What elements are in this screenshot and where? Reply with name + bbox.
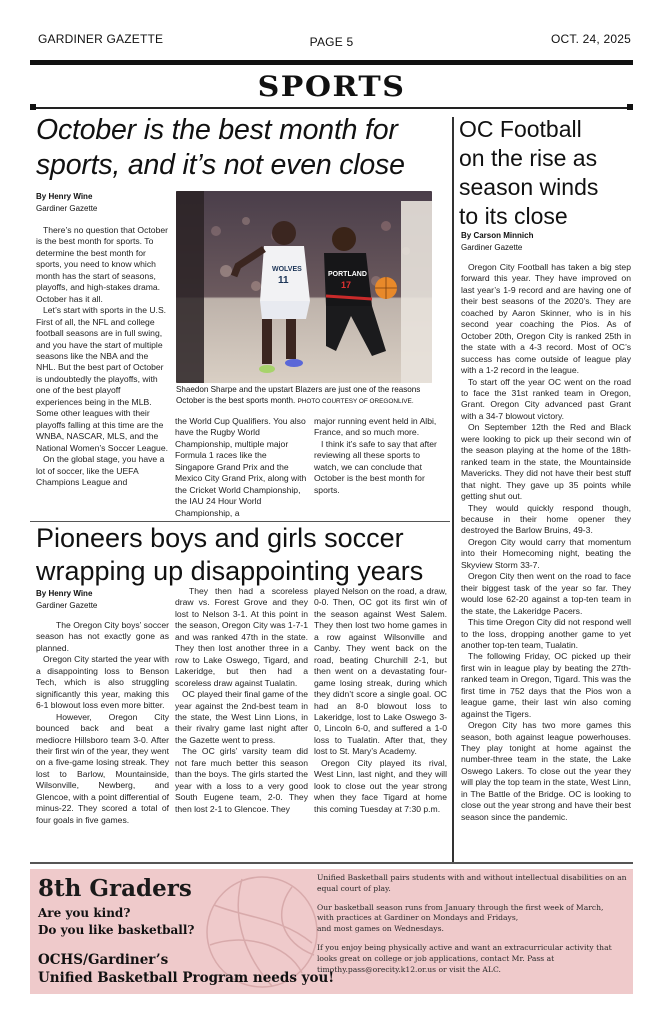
promo-program: OCHS/Gardiner’s [38, 952, 169, 968]
svg-text:PORTLAND: PORTLAND [328, 271, 367, 278]
promo-question: Are you kind? [38, 906, 131, 920]
headline-line: on the rise as [459, 145, 598, 171]
headline-line: Pioneers boys and girls soccer [36, 523, 404, 553]
paragraph: Oregon City Football has taken a big step forward this year. They have improved on last year’s 1-9 record and are having one of their best seasons of the 2020’s. They are coached by Aaron Skinner, who is in his second year coaching the Pios. As of October 20th, Oregon City is ranked 25th in the state with a 4-3 record. Most of OC’s success has come outside of league play with a 1-2 record in the league. [461, 262, 631, 376]
paragraph: This time Oregon City did not respond well to the loss, dropping another game to yet another top-ten team, Tualatin. [461, 617, 631, 650]
outlet: Gardiner Gazette [36, 601, 98, 610]
masthead-divider [30, 60, 633, 65]
paragraph: To start off the year OC went on the road to face the 31st ranked team in Oregon, Grant. Oregon City advanced past Grant with a 34-7 blowout victory. [461, 376, 631, 421]
photo-caption [176, 384, 446, 407]
article-photo [176, 191, 432, 383]
divider-cap-left [30, 104, 36, 110]
section-divider [32, 107, 629, 109]
unified-basketball-ad [30, 869, 633, 994]
promo-question: Do you like basketball? [38, 923, 195, 937]
headline-line: October is the best month for [36, 114, 398, 146]
divider-cap-right [627, 104, 633, 110]
paragraph: played Nelson on the road, a draw, 0-0. Then, OC got its first win of the season against West Salem. They then lost two home games in a row against Wilsonville and Canby. They went back on the road, beating Churchill 2-1, but then went on a devastating four-game losing streak, during which they didn’t score a single goal. OC had an 8-0 blowout loss to Lakeridge, lost to Lake Oswego 3-0, Lincoln 6-0, and suffered a 1-0 loss to Tualatin. After that, they lost to St. Mary’s Academy. [314, 586, 447, 757]
soccer-article-headline [36, 522, 448, 588]
football-body [461, 262, 631, 823]
paper-name: GARDINER GAZETTE [38, 32, 164, 46]
issue-date: OCT. 24, 2025 [551, 32, 631, 46]
october-col-2 [175, 416, 308, 519]
headline-line: OC Football [459, 116, 582, 142]
paragraph: Oregon City started the year with a disappointing loss to Benson Tech, which is also struggling significantly this year, making this 6-1 blowout loss even more bitter. [36, 654, 169, 711]
paragraph: the World Cup Qualifiers. You also have the Rugby World Championship, multiple major Formula 1 races like the Singapore Grand Prix and the Mexico City Grand Prix, along with the Cricket World Championship, the IAU 24 Hour World Championship, a [175, 416, 307, 518]
paragraph: I think it’s safe to say that after reviewing all these sports to watch, we can conclude that October is the best month for sports. [314, 438, 437, 495]
photo-credit: PHOTO COURTESY OF OREGONLIVE. [297, 398, 414, 405]
headline-line: sports, and it’s not even close [36, 149, 405, 181]
author: By Henry Wine [36, 589, 93, 598]
paragraph: They then had a scoreless draw vs. Forest Grove and they lost to Nelson 3-1. At this point in the season, Oregon City was 1-7-1 and was ranked 47th in the state. They then lost another three in a row to Lake Oswego, Tigard, and Lakeridge, but then had a scoreless draw against Tualatin. [175, 586, 308, 688]
soccer-col-1 [36, 620, 169, 826]
promo-info-text: and most games on Wednesdays. [317, 924, 444, 934]
promo-info-text: Our basketball season runs from January through the first week of March, [317, 902, 604, 912]
paragraph: Oregon City then went on the road to face their biggest task of the year so far. They would lose 62-20 against a top-ten team in the state, the Lakeridge Pacers. [461, 571, 631, 616]
promo-info-text: with practices at Gardiner on Mondays and Fridays, [317, 913, 519, 923]
paragraph: There’s no question that October is the best month for sports. To determine the best month for sports, you need to know which month has the start of seasons, playoffs, and high-stakes drama. October has it all. [36, 225, 169, 304]
svg-text:WOLVES: WOLVES [272, 266, 302, 273]
svg-text:11: 11 [278, 275, 289, 286]
october-byline [36, 191, 97, 215]
paragraph: The Oregon City boys’ soccer season has not exactly gone as planned. [36, 620, 169, 653]
october-article-headline [36, 113, 446, 183]
headline-line: season winds [459, 174, 599, 200]
paragraph: They would quickly respond though, because in their home opener they destroyed the Barlow Bruins, 49-3. [461, 502, 631, 536]
paragraph: Oregon City has two more games this season, both against league powerhouses. They play tonight at home against the number-three team in the state, the Lake Oswego Lakers. To close out the year they will play the top team in the state, West Linn, in The Battle of the Bridge. OC is looking to close out the year strong and have their best season since the pandemic. [461, 720, 631, 822]
outlet: Gardiner Gazette [36, 204, 98, 213]
column-divider [452, 117, 454, 862]
october-col-3 [314, 416, 447, 496]
headline-line: to its close [459, 203, 568, 229]
promo-info [317, 873, 629, 975]
soccer-byline [36, 588, 97, 612]
paragraph: The OC girls’ varsity team did not fare much better this season than the boys. The girls started the year with a loss to a very good South Eugene team, 2-0. They then lost 2-1 to Glencoe. They [175, 746, 308, 814]
author: By Henry Wine [36, 192, 93, 201]
paragraph: OC played their final game of the year against the 2nd-best team in the state, the West Linn Lions, in their rivalry game last night after the Gazette went to press. [175, 689, 308, 745]
section-title: SPORTS [257, 71, 406, 104]
paragraph: The following Friday, OC picked up their first win in league play by beating the 27th-ranked team in Oregon, Tigard. This was the first time in 752 days that the Pios won a league game, their last win also coming against the Tigers. [461, 651, 631, 719]
page-number: PAGE 5 [309, 35, 354, 49]
paragraph: On the global stage, you have a lot of soccer, like the UEFA Champions League and [36, 454, 165, 487]
football-article-headline [459, 115, 639, 231]
author: By Carson Minnich [461, 231, 534, 240]
soccer-col-3 [314, 586, 447, 815]
paragraph: However, Oregon City bounced back and beat a mediocre Hillsboro team 3-0. After their first win of the year, they went on a five-game losing streak. They lost to Barlow, Mountainside, Wilsonville, Newberg, and Glencoe, with a point differential of minus-22. They scored a total of four goals in five games. [36, 711, 169, 825]
paragraph: On September 12th the Red and Black were looking to pick up their second win of the season playing at the home of the 18th-ranked team in the state, the Mountainside Mavericks. They did not have their best stuff that night. They gave up 35 points while getting shut out. [461, 422, 631, 502]
outlet: Gardiner Gazette [461, 243, 523, 252]
caption-text: Shaedon Sharpe and the upstart Blazers are just one of the reasons October is the best sports month. [176, 385, 421, 405]
svg-text:17: 17 [341, 280, 352, 290]
headline-line: wrapping up disappointing years [36, 556, 424, 586]
paragraph: Oregon City would carry that momentum into their Homecoming night, beating the Skyview Storm 33-7. [461, 536, 631, 570]
paragraph: Oregon City played its rival, West Linn, last night, and they will look to close out the year strong when they face Tigard at home this coming Tuesday at 7:30 p.m. [314, 757, 447, 814]
football-byline [461, 230, 533, 254]
basketball-game-photo-icon [176, 191, 432, 383]
promo-info-text: Unified Basketball pairs students with and without intellectual disabilities on an equal court of play. [317, 873, 627, 893]
promo-contact: If you enjoy being physically active and want an extracurricular activity that looks great on college or job applications, contact Mr. Pass at timothy.pass@orecity.k12.or.us or visit the ALC. [317, 942, 612, 974]
promo-title: 8th Graders [38, 875, 192, 902]
page-bottom-divider [30, 862, 633, 864]
paragraph: major running event held in Albi, France, and so much more. [314, 416, 437, 438]
october-col-1 [36, 225, 169, 488]
paragraph: Let’s start with sports in the U.S. First of all, the NFL and college football seasons are in full swing, and you have the start of multiple seasons like the NBA and the NHL. But the best part of October is undoubtedly the playoffs, with one of the best playoff experiences being in the MLB. Some other leagues with their playoffs falling at this time are the WNBA, NASCAR, MLS, and the National Women’s Soccer League. [36, 305, 169, 453]
promo-program: Unified Basketball Program needs you! [38, 970, 335, 986]
soccer-col-2 [175, 586, 308, 815]
